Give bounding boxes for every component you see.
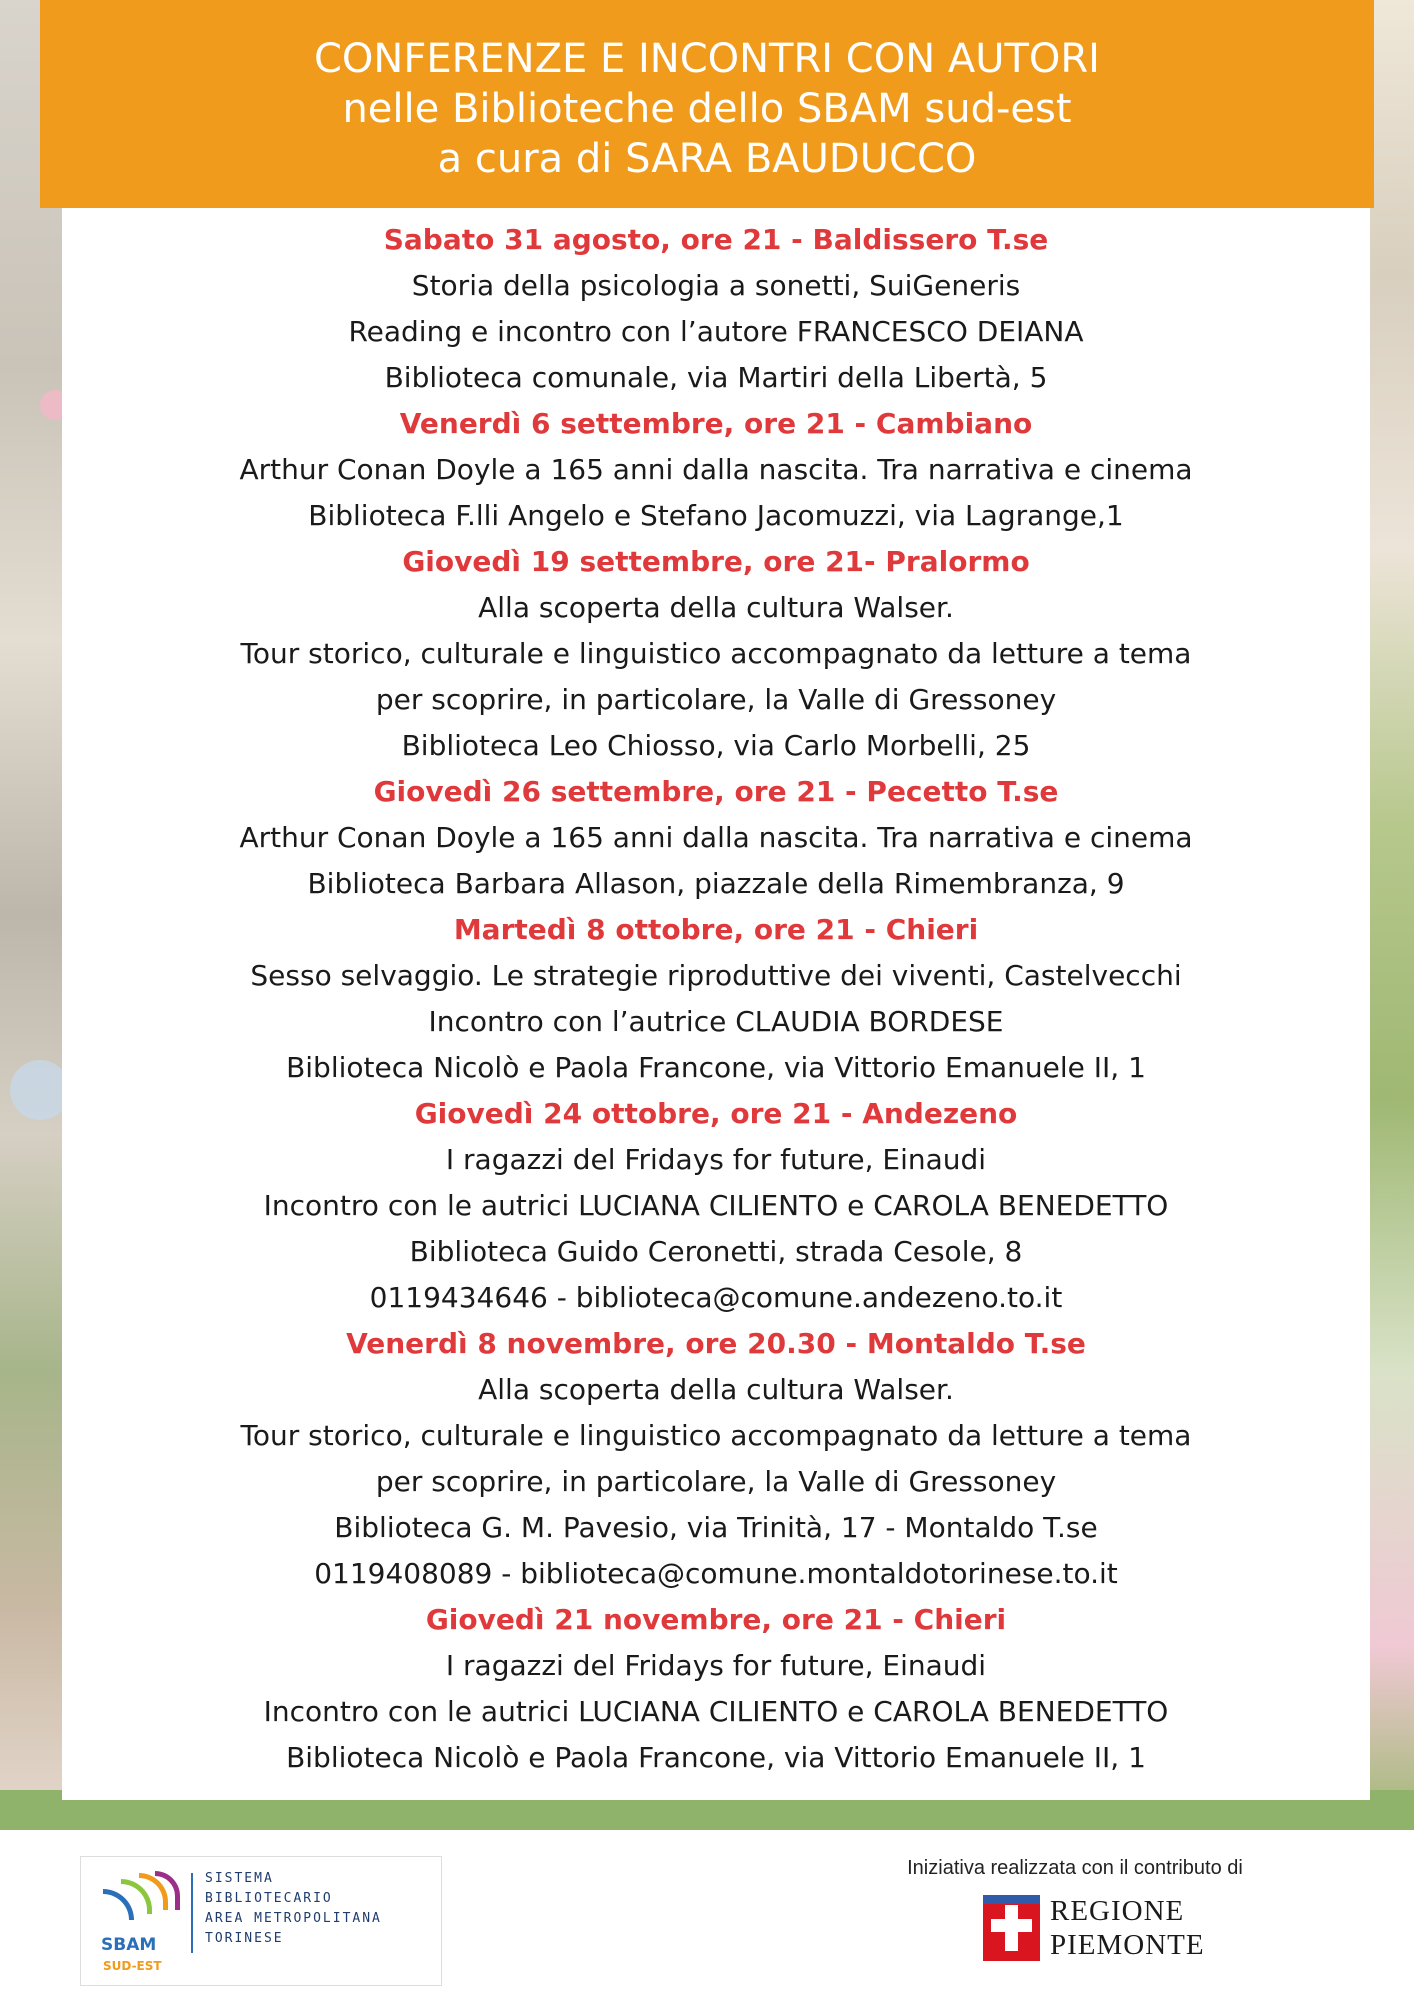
sbam-line-1: SISTEMA: [205, 1871, 274, 1886]
event-8-line-2: Incontro con le autrici LUCIANA CILIENTO e CAROLA BENEDETTO: [263, 1695, 1169, 1728]
event-1-heading: Sabato 31 agosto, ore 21 - Baldissero T.se: [383, 223, 1049, 256]
event-4-line-1: Arthur Conan Doyle a 165 anni dalla nascita. Tra narrativa e cinema: [239, 821, 1193, 854]
sbam-arc-purple-icon: [155, 1871, 180, 1910]
header-banner: [40, 0, 1374, 208]
event-3-heading: Giovedì 19 settembre, ore 21- Pralormo: [402, 545, 1030, 578]
event-2-line-2: Biblioteca F.lli Angelo e Stefano Jacomuzzi, via Lagrange,1: [308, 499, 1124, 532]
event-6-line-1: I ragazzi del Fridays for future, Einaudi: [445, 1143, 987, 1176]
sbam-divider: [191, 1873, 193, 1953]
contribution-text: Iniziativa realizzata con il contributo di: [907, 1857, 1243, 1879]
event-3-line-4: Biblioteca Leo Chiosso, via Carlo Morbelli, 25: [401, 729, 1031, 762]
event-1-line-3: Biblioteca comunale, via Martiri della Libertà, 5: [384, 361, 1048, 394]
event-6-heading: Giovedì 24 ottobre, ore 21 - Andezeno: [414, 1097, 1018, 1130]
event-1-line-1: Storia della psicologia a sonetti, SuiGeneris: [411, 269, 1021, 302]
sbam-line-3: AREA METROPOLITANA: [205, 1911, 382, 1926]
event-2-heading: Venerdì 6 settembre, ore 21 - Cambiano: [399, 407, 1033, 440]
event-6-line-3: Biblioteca Guido Ceronetti, strada Cesole, 8: [409, 1235, 1023, 1268]
title-line-2: nelle Biblioteche dello SBAM sud-est: [342, 86, 1072, 132]
event-8-line-3: Biblioteca Nicolò e Paola Francone, via Vittorio Emanuele II, 1: [286, 1741, 1146, 1774]
event-7-line-1: Alla scoperta della cultura Walser.: [478, 1373, 954, 1406]
event-2-line-1: Arthur Conan Doyle a 165 anni dalla nascita. Tra narrativa e cinema: [239, 453, 1193, 486]
event-6-line-2: Incontro con le autrici LUCIANA CILIENTO e CAROLA BENEDETTO: [263, 1189, 1169, 1222]
event-4-heading: Giovedì 26 settembre, ore 21 - Pecetto T.se: [373, 775, 1059, 808]
event-5-heading: Martedì 8 ottobre, ore 21 - Chieri: [453, 913, 979, 946]
event-3-line-3: per scoprire, in particolare, la Valle di Gressoney: [375, 683, 1057, 716]
event-5-line-1: Sesso selvaggio. Le strategie riproduttive dei viventi, Castelvecchi: [250, 959, 1182, 992]
event-7-line-5: 0119408089 - biblioteca@comune.montaldotorinese.to.it: [314, 1557, 1118, 1590]
event-3-line-1: Alla scoperta della cultura Walser.: [478, 591, 954, 624]
sbam-line-4: TORINESE: [205, 1931, 284, 1946]
event-1-line-2: Reading e incontro con l’autore FRANCESCO DEIANA: [348, 315, 1084, 348]
event-5-line-2: Incontro con l’autrice CLAUDIA BORDESE: [428, 1005, 1004, 1038]
events-card: [62, 208, 1370, 1800]
regione-text-line-1: REGIONE: [1050, 1895, 1185, 1927]
title-line-3: a cura di SARA BAUDUCCO: [437, 136, 977, 182]
sbam-line-2: BIBLIOTECARIO: [205, 1891, 333, 1906]
regione-piemonte-shield-icon: [983, 1895, 1040, 1961]
event-8-heading: Giovedì 21 novembre, ore 21 - Chieri: [425, 1603, 1007, 1636]
sbam-name: SBAM: [101, 1935, 157, 1955]
sbam-sub: SUD-EST: [103, 1959, 162, 1973]
event-5-line-3: Biblioteca Nicolò e Paola Francone, via Vittorio Emanuele II, 1: [286, 1051, 1146, 1084]
event-7-line-4: Biblioteca G. M. Pavesio, via Trinità, 17 - Montaldo T.se: [334, 1511, 1098, 1544]
event-6-line-4: 0119434646 - biblioteca@comune.andezeno.to.it: [369, 1281, 1063, 1314]
event-7-line-2: Tour storico, culturale e linguistico accompagnato da letture a tema: [240, 1419, 1192, 1452]
sbam-logo: [80, 1856, 442, 1986]
event-7-heading: Venerdì 8 novembre, ore 20.30 - Montaldo T.se: [346, 1327, 1086, 1360]
event-7-line-3: per scoprire, in particolare, la Valle di Gressoney: [375, 1465, 1057, 1498]
event-8-line-1: I ragazzi del Fridays for future, Einaudi: [445, 1649, 987, 1682]
event-4-line-2: Biblioteca Barbara Allason, piazzale della Rimembranza, 9: [307, 867, 1125, 900]
title-line-1: CONFERENZE E INCONTRI CON AUTORI: [314, 36, 1100, 82]
event-3-line-2: Tour storico, culturale e linguistico accompagnato da letture a tema: [240, 637, 1192, 670]
regione-text-line-2: PIEMONTE: [1050, 1929, 1205, 1961]
